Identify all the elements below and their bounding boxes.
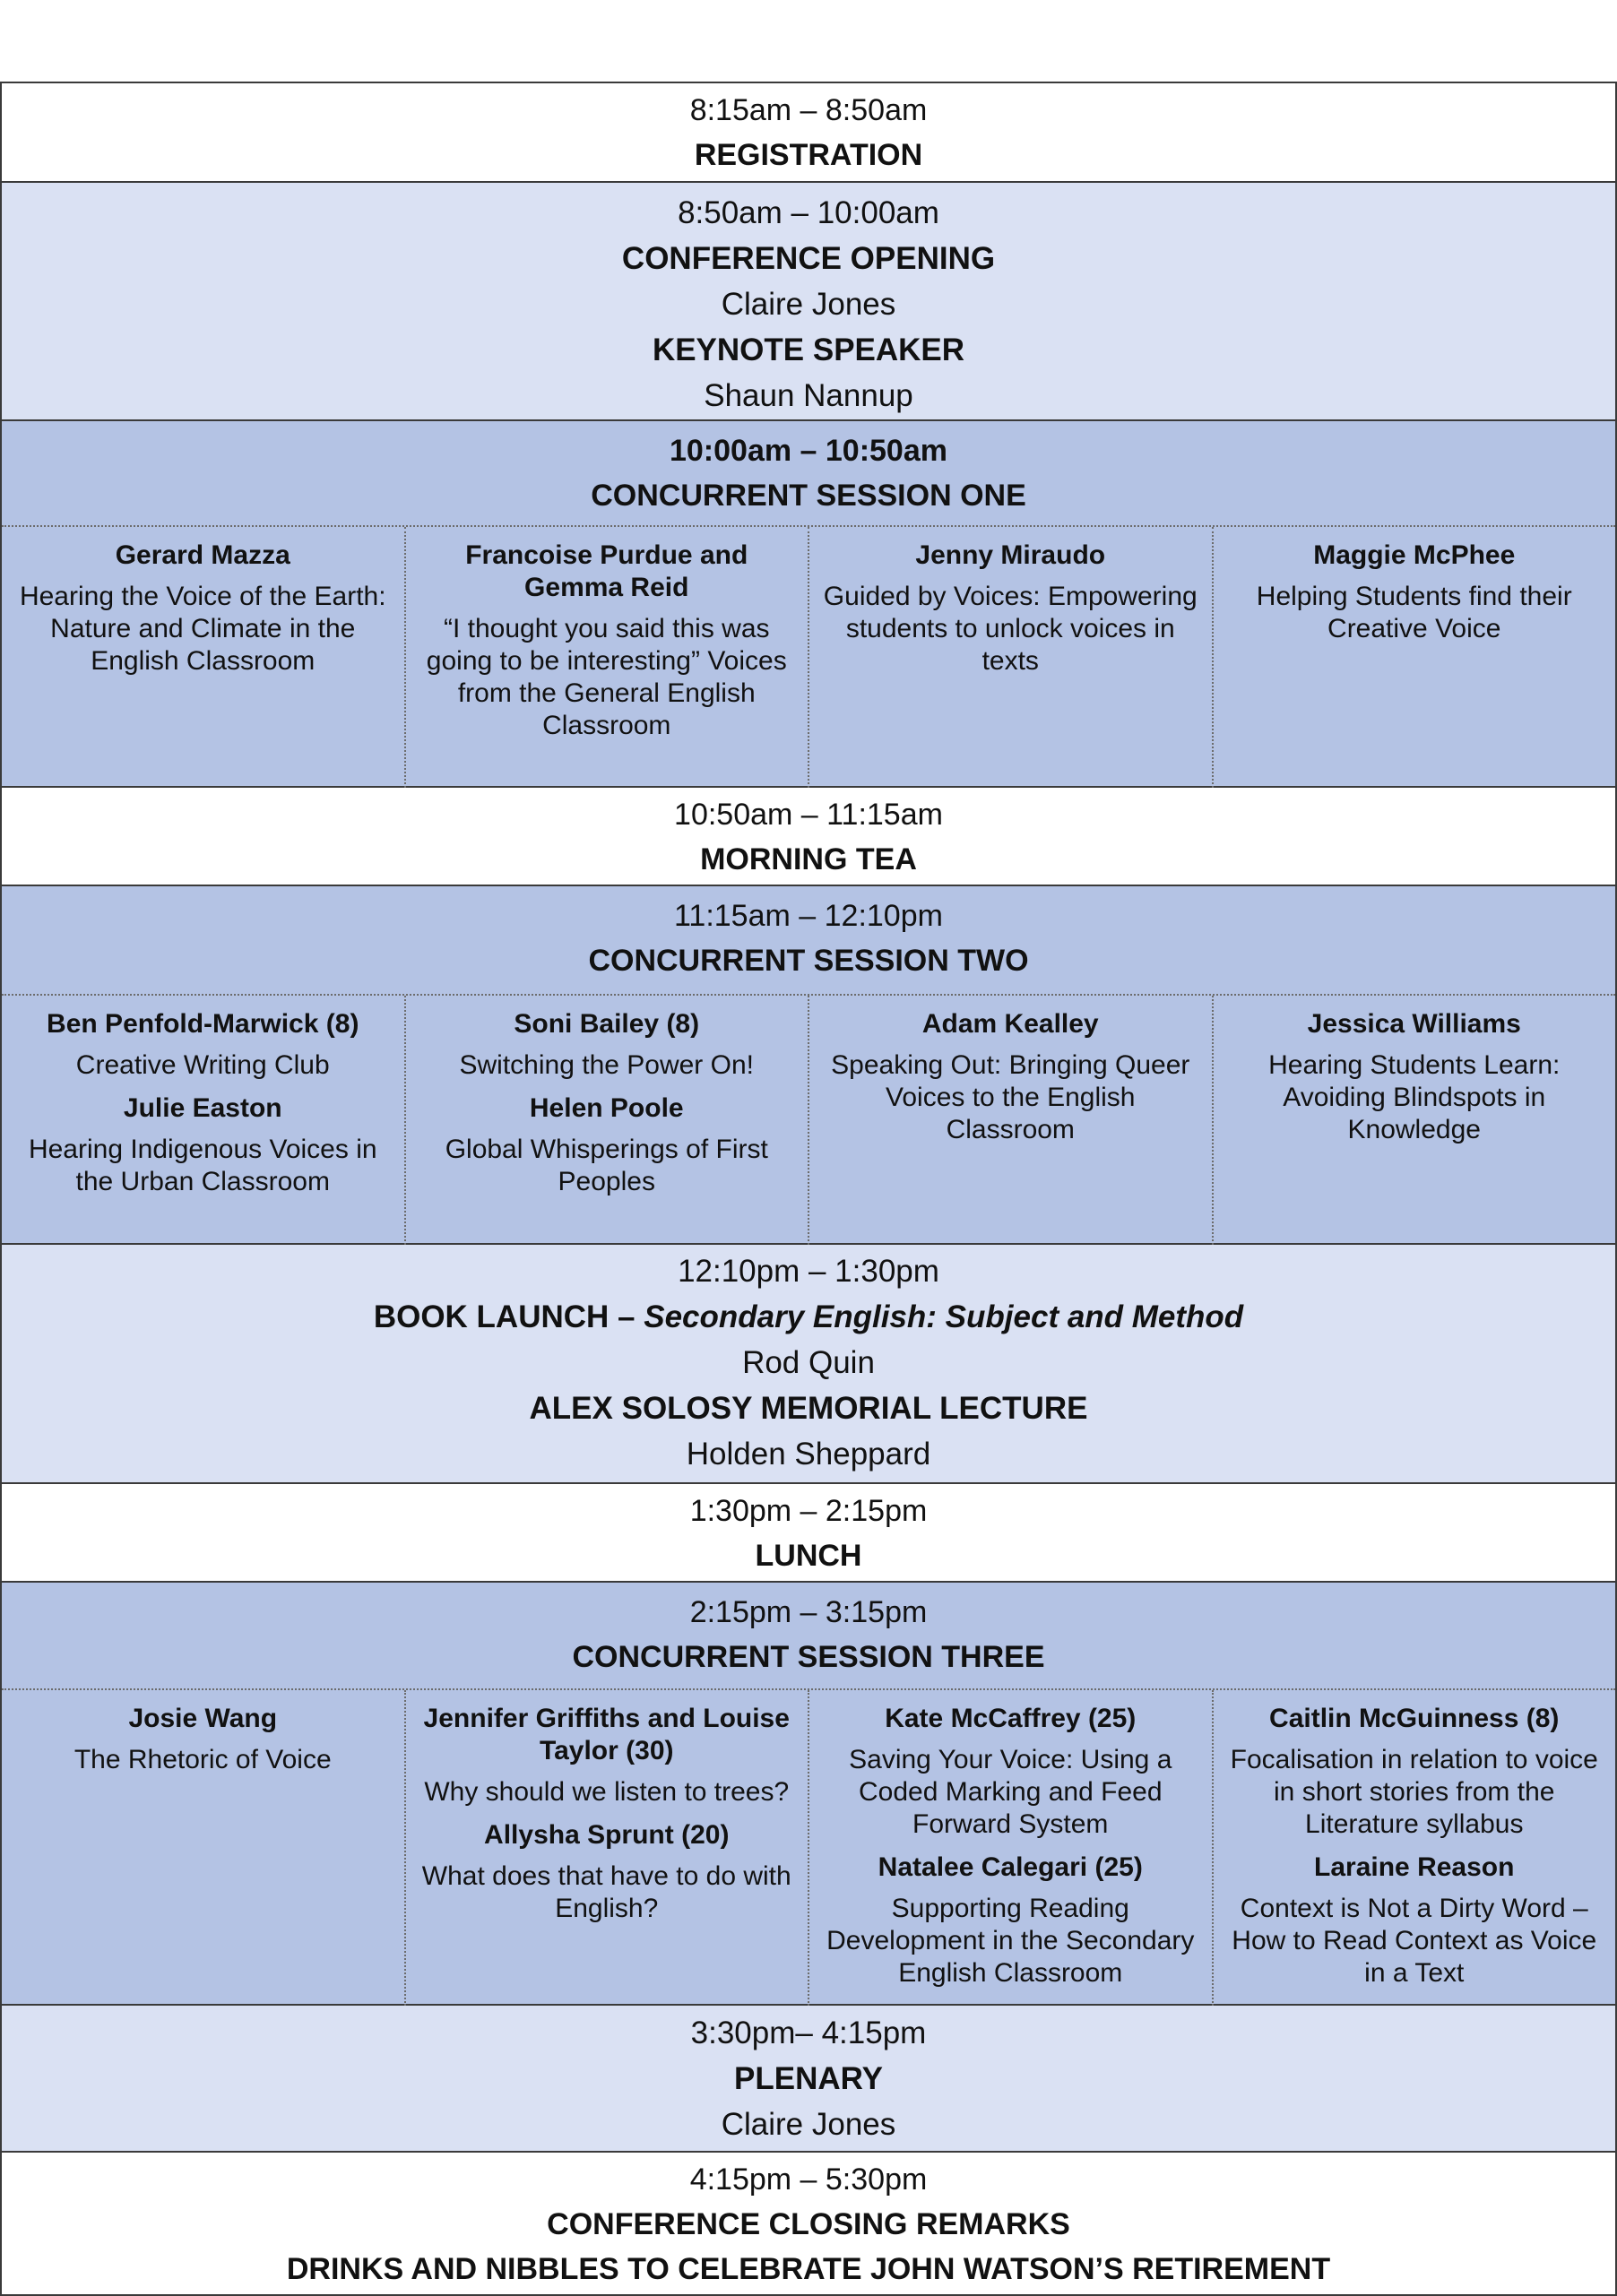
session-column	[404, 527, 808, 788]
talk-title: Hearing the Voice of the Earth: Nature and Climate in the English Classroom	[19, 582, 386, 676]
session-column	[2, 996, 404, 1245]
presenter-name: Laraine Reason	[1314, 1852, 1515, 1882]
book-launch-slot	[2, 1245, 1615, 1484]
session-column	[404, 1690, 808, 2006]
slot-time: 8:15am – 8:50am	[689, 93, 928, 127]
talk-title: Why should we listen to trees?	[424, 1777, 790, 1807]
book-title: Secondary English: Subject and Method	[644, 1299, 1244, 1334]
slot-title: CONCURRENT SESSION TWO	[588, 944, 1029, 978]
slot-time: 8:50am – 10:00am	[678, 195, 939, 230]
plenary-slot	[2, 2006, 1615, 2153]
presenter-name: Jessica Williams	[1307, 1009, 1521, 1039]
session-column	[1212, 996, 1616, 1245]
presenter-name: Maggie McPhee	[1313, 540, 1516, 570]
presenter-name: Caitlin McGuinness (8)	[1269, 1704, 1560, 1733]
presenter-name: Ben Penfold-Marwick (8)	[47, 1009, 359, 1039]
talk-title: Helping Students find their Creative Voice	[1256, 582, 1572, 643]
presenter-name: Kate McCaffrey (25)	[885, 1704, 1137, 1733]
session-columns	[2, 1688, 1615, 2006]
opening-slot	[2, 183, 1615, 421]
lunch-slot	[2, 1484, 1615, 1583]
slot-subtitle: DRINKS AND NIBBLES TO CELEBRATE JOHN WATSON’S RETIREMENT	[286, 2252, 1331, 2286]
session-two-slot	[2, 886, 1615, 1245]
talk-title: Context is Not a Dirty Word – How to Read Context as Voice in a Text	[1232, 1894, 1597, 1988]
morning-tea-slot	[2, 788, 1615, 886]
presenter-name: Natalee Calegari (25)	[878, 1852, 1143, 1882]
talk-title: Speaking Out: Bringing Queer Voices to the English Classroom	[831, 1050, 1190, 1144]
talk-title: What does that have to do with English?	[421, 1861, 791, 1923]
session-column	[404, 996, 808, 1245]
slot-speaker: Rod Quin	[742, 1345, 875, 1380]
presenter-name: Adam Kealley	[921, 1009, 1099, 1039]
talk-title: Hearing Indigenous Voices in the Urban Classroom	[28, 1135, 377, 1196]
slot-time: 11:15am – 12:10pm	[674, 899, 943, 933]
talk-title: Creative Writing Club	[75, 1050, 330, 1080]
talk-title: Switching the Power On!	[459, 1050, 754, 1080]
slot-title: LUNCH	[755, 1539, 862, 1573]
session-column	[808, 527, 1212, 788]
presenter-name: Julie Easton	[123, 1093, 282, 1123]
slot-time: 10:50am – 11:15am	[674, 798, 943, 832]
presenter-name: Helen Poole	[529, 1093, 684, 1123]
talk-title: Saving Your Voice: Using a Coded Marking and Feed Forward System	[849, 1745, 1172, 1839]
session-column	[2, 527, 404, 788]
conference-schedule	[0, 82, 1617, 2296]
talk-title: “I thought you said this was going to be interesting” Voices from the General English Classroom	[426, 614, 787, 740]
slot-speaker: Claire Jones	[721, 287, 896, 322]
slot-title: PLENARY	[734, 2061, 883, 2096]
presenter-name: Soni Bailey (8)	[514, 1009, 700, 1039]
keynote-speaker: Shaun Nannup	[704, 378, 913, 413]
talk-title: Guided by Voices: Empowering students to unlock voices in texts	[823, 582, 1198, 676]
slot-time: 10:00am – 10:50am	[669, 434, 947, 468]
session-column	[808, 996, 1212, 1245]
slot-title: REGISTRATION	[694, 138, 923, 172]
closing-slot	[2, 2153, 1615, 2296]
slot-title: CONCURRENT SESSION ONE	[591, 479, 1026, 513]
talk-title: The Rhetoric of Voice	[74, 1745, 332, 1774]
talk-title: Global Whisperings of First Peoples	[445, 1135, 768, 1196]
session-column	[2, 1690, 404, 2006]
talk-title: Hearing Students Learn: Avoiding Blindspots in Knowledge	[1268, 1050, 1561, 1144]
slot-time: 3:30pm– 4:15pm	[690, 2015, 927, 2050]
session-columns	[2, 525, 1615, 788]
lecture-title: ALEX SOLOSY MEMORIAL LECTURE	[529, 1391, 1088, 1426]
slot-time: 2:15pm – 3:15pm	[689, 1595, 928, 1629]
lecture-speaker: Holden Sheppard	[686, 1437, 931, 1472]
presenter-name: Jennifer Griffiths and Louise Taylor (30)	[423, 1704, 790, 1765]
slot-title: CONFERENCE CLOSING REMARKS	[547, 2207, 1070, 2241]
slot-time: 12:10pm – 1:30pm	[678, 1254, 939, 1289]
book-launch-prefix: BOOK LAUNCH –	[373, 1299, 644, 1334]
talk-title: Supporting Reading Development in the Secondary English Classroom	[826, 1894, 1195, 1988]
registration-slot	[2, 83, 1615, 183]
session-column	[1212, 1690, 1616, 2006]
presenter-name: Josie Wang	[128, 1704, 278, 1733]
slot-title: CONCURRENT SESSION THREE	[572, 1640, 1045, 1674]
session-three-slot	[2, 1583, 1615, 2006]
session-column	[808, 1690, 1212, 2006]
keynote-title: KEYNOTE SPEAKER	[652, 332, 965, 367]
presenter-name: Allysha Sprunt (20)	[484, 1820, 730, 1850]
presenter-name: Francoise Purdue and Gemma Reid	[465, 540, 748, 602]
slot-title	[2, 1294, 1615, 1340]
session-column	[1212, 527, 1616, 788]
talk-title: Focalisation in relation to voice in short stories from the Literature syllabus	[1230, 1745, 1598, 1839]
slot-time: 4:15pm – 5:30pm	[689, 2162, 928, 2197]
slot-speaker: Claire Jones	[721, 2107, 896, 2142]
slot-title: MORNING TEA	[700, 842, 917, 876]
slot-title: CONFERENCE OPENING	[621, 241, 996, 276]
slot-time: 1:30pm – 2:15pm	[689, 1494, 928, 1528]
presenter-name: Jenny Miraudo	[915, 540, 1106, 570]
session-columns	[2, 994, 1615, 1245]
session-one-slot	[2, 421, 1615, 788]
presenter-name: Gerard Mazza	[115, 540, 290, 570]
